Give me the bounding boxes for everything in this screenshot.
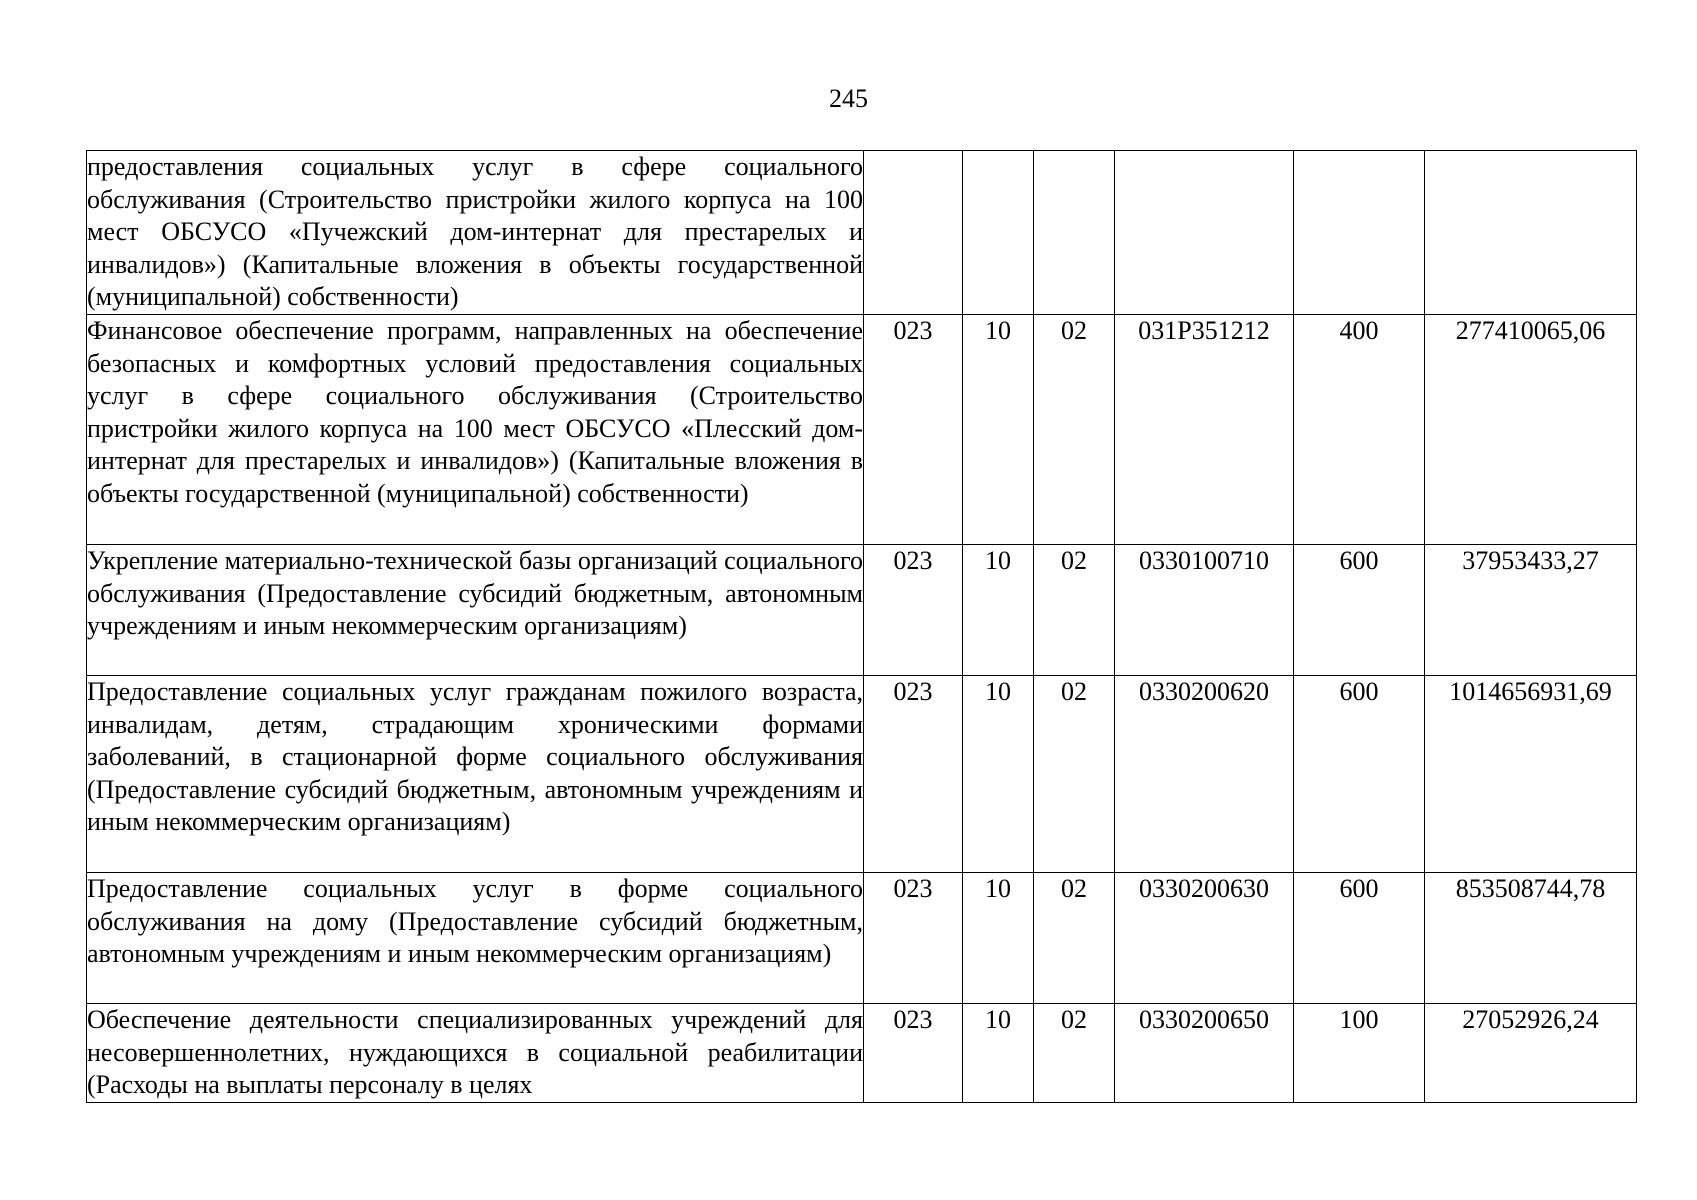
expense-type-cell [1294,151,1425,315]
section-code-cell: 10 [963,873,1034,1004]
table-row [87,315,1637,545]
target-article-cell: 0330200650 [1115,1004,1294,1103]
expense-type-cell: 600 [1294,545,1425,676]
target-article-cell: 0330100710 [1115,545,1294,676]
subsection-code-cell: 02 [1034,873,1115,1004]
grbs-code-cell: 023 [864,1004,963,1103]
section-code-cell: 10 [963,676,1034,873]
grbs-code-cell: 023 [864,676,963,873]
target-article-cell: 0330200630 [1115,873,1294,1004]
subsection-code-cell: 02 [1034,545,1115,676]
page-number: 245 [829,84,868,113]
table-row [87,545,1637,676]
expense-type-cell: 600 [1294,676,1425,873]
subsection-code-cell: 02 [1034,1004,1115,1103]
grbs-code-cell: 023 [864,873,963,1004]
grbs-code-cell [864,151,963,315]
row-description: Обеспечение деятельности специализированных учреждений для несовершеннолетних, нуждающихся в социальной реабилитации (Расходы на выплаты персоналу в целях [87,1004,864,1103]
amount-cell: 277410065,06 [1425,315,1637,545]
expense-type-cell: 600 [1294,873,1425,1004]
expense-type-cell: 400 [1294,315,1425,545]
section-code-cell [963,151,1034,315]
section-code-cell: 10 [963,1004,1034,1103]
amount-cell: 37953433,27 [1425,545,1637,676]
section-code-cell: 10 [963,545,1034,676]
row-description: Предоставление социальных услуг гражданам пожилого возраста, инвалидам, детям, страдающим хроническими формами заболеваний, в стационарной форме социального обслуживания (Предоставление субсидий бюджетным, автономным учреждениям и иным некоммерческим организациям) [87,676,864,873]
subsection-code-cell: 02 [1034,676,1115,873]
subsection-code-cell: 02 [1034,315,1115,545]
row-description: предоставления социальных услуг в сфере социального обслуживания (Строительство пристройки жилого корпуса на 100 мест ОБСУСО «Пучежский дом-интернат для престарелых и инвалидов») (Капитальные вложения в объекты государственной (муниципальной) собственности) [87,151,864,315]
table-row [87,151,1637,315]
table-row [87,1004,1637,1103]
grbs-code-cell: 023 [864,545,963,676]
target-article-cell [1115,151,1294,315]
amount-cell [1425,151,1637,315]
amount-cell: 27052926,24 [1425,1004,1637,1103]
table-row [87,873,1637,1004]
row-description: Укрепление материально-технической базы организаций социального обслуживания (Предоставление субсидий бюджетным, автономным учреждениям и иным некоммерческим организациям) [87,545,864,676]
target-article-cell: 0330200620 [1115,676,1294,873]
expense-type-cell: 100 [1294,1004,1425,1103]
target-article-cell: 031P351212 [1115,315,1294,545]
grbs-code-cell: 023 [864,315,963,545]
subsection-code-cell [1034,151,1115,315]
section-code-cell: 10 [963,315,1034,545]
row-description: Финансовое обеспечение программ, направленных на обеспечение безопасных и комфортных условий предоставления социальных услуг в сфере социального обслуживания (Строительство пристройки жилого корпуса на 100 мест ОБСУСО «Плесский дом-интернат для престарелых и инвалидов») (Капитальные вложения в объекты государственной (муниципальной) собственности) [87,315,864,545]
row-description: Предоставление социальных услуг в форме социального обслуживания на дому (Предоставление субсидий бюджетным, автономным учреждениям и иным некоммерческим организациям) [87,873,864,1004]
budget-table [86,150,1637,1103]
amount-cell: 853508744,78 [1425,873,1637,1004]
amount-cell: 1014656931,69 [1425,676,1637,873]
table-row [87,676,1637,873]
